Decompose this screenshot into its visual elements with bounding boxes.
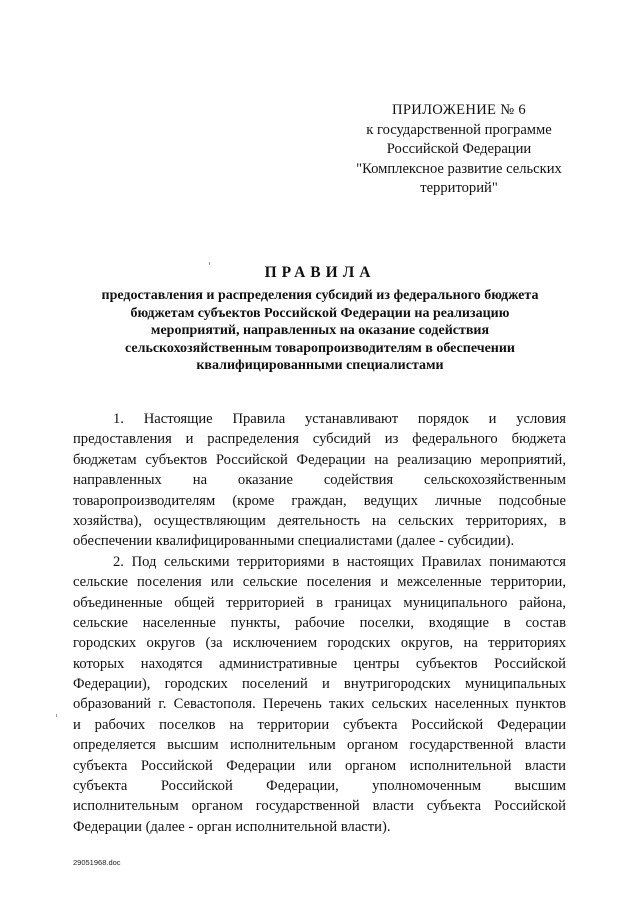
text-line: объединенные общей территорией в границах муниципального района, <box>73 594 566 611</box>
document-body <box>73 409 566 837</box>
paragraph-2 <box>73 552 566 837</box>
paragraph-1 <box>73 409 566 552</box>
text-line: предоставления и распределения субсидий из федерального бюджета <box>73 431 566 448</box>
file-name-footer: 29051968.doc <box>73 858 121 867</box>
text-line: городских округов (за исключением городских округов, на территориях <box>73 635 566 652</box>
scan-speck <box>56 714 57 717</box>
text-line: 2. Под сельскими территориями в настоящих Правилах понимаются <box>113 553 566 570</box>
text-line: образований г. Севастополя. Перечень таких сельских населенных пунктов <box>73 696 566 713</box>
text-line: направленных на оказание содействия сельскохозяйственным <box>73 472 566 489</box>
text-line: исполнительным органом государственной власти субъекта Российской <box>73 798 566 815</box>
appendix-header <box>330 101 588 199</box>
subtitle-line: квалифицированными специалистами <box>196 358 444 374</box>
subtitle-line: мероприятий, направленных на оказание содействия <box>150 323 490 339</box>
appendix-line: "Комплексное развитие сельских <box>356 160 562 177</box>
text-line: обеспечении квалифицированными специалистами (далее - субсидии). <box>73 533 515 550</box>
appendix-line: территорий" <box>420 180 498 196</box>
text-line: сельские населенные пункты, рабочие поселки, входящие в состав <box>73 614 566 631</box>
text-line: 1. Настоящие Правила устанавливают порядок и условия <box>113 411 566 427</box>
subtitle-line: предоставления и распределения субсидий из федерального бюджета <box>101 288 539 303</box>
appendix-line: к государственной программе <box>366 121 552 138</box>
subtitle-line: бюджетам субъектов Российской Федерации на реализацию <box>130 305 510 321</box>
text-line: которых находятся административные центры субъектов Российской <box>73 655 566 672</box>
text-line: субъекта Российской Федерации или органом исполнительной власти <box>73 757 566 774</box>
appendix-number: ПРИЛОЖЕНИЕ № 6 <box>392 102 526 118</box>
text-line: бюджетам субъектов Российской Федерации на реализацию мероприятий, <box>73 451 566 468</box>
subtitle-line: сельскохозяйственным товаропроизводителям в обеспечении <box>124 340 516 356</box>
text-line: хозяйства), осуществляющим деятельность на сельских территориях, в <box>73 512 566 529</box>
text-line: товаропроизводителям (кроме граждан, ведущих личные подсобные <box>73 492 566 509</box>
text-line: субъекта Российской Федерации, уполномоченным высшим <box>73 778 566 795</box>
appendix-line: Российской Федерации <box>386 141 532 157</box>
document-subtitle <box>60 287 580 375</box>
scan-speck <box>209 262 210 265</box>
text-line: определяется высшим исполнительным органом государственной власти <box>73 737 566 754</box>
text-line: Федерации), городских поселений и внутригородских муниципальных <box>73 676 566 693</box>
text-line: и рабочих поселков на территории субъекта Российской Федерации <box>73 716 566 733</box>
text-line: сельские поселения или сельские поселения и межселенные территории, <box>73 574 566 591</box>
document-title: ПРАВИЛА <box>264 264 376 281</box>
text-line: Федерации (далее - орган исполнительной власти). <box>73 818 391 835</box>
